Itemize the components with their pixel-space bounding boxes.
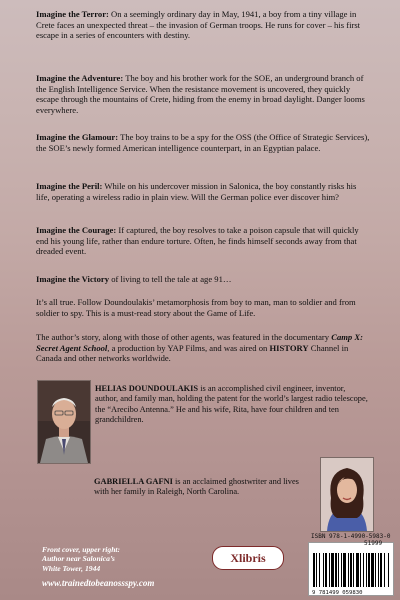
- documentary-paragraph: [36, 332, 371, 364]
- barcode-bar: [343, 553, 346, 587]
- author-bio: [95, 384, 370, 425]
- front-cover-line3: White Tower, 1944: [42, 563, 101, 573]
- documentary-title: Camp X: Secret Agent School: [36, 332, 363, 353]
- courage-paragraph: [36, 225, 371, 257]
- adventure-text: The boy and his brother work for the SOE, an underground branch of the English Intelligence Service. When the resistance movement is uncovered, they quickly escape through the mountains of Crete, hiding from the enemy in broad daylight. Danger looms everywhere.: [36, 73, 365, 115]
- writer-photo: [320, 457, 374, 532]
- author-bio-text: is an accomplished civil engineer, inventor, author, and family man, holding the patent for the world’s largest radio telescope, the “Arecibo Antenna.” He and his wife, Rita, have four children and ten grandchildren.: [95, 384, 368, 424]
- front-cover-line2: Author near Salonica’s: [42, 554, 115, 564]
- peril-heading: Imagine the Peril:: [36, 181, 103, 191]
- terror-paragraph: [36, 9, 371, 41]
- barcode-bar: [329, 553, 330, 587]
- victory-heading: Imagine the Victory: [36, 274, 110, 284]
- barcode-bar: [313, 553, 315, 587]
- barcode-bar: [325, 553, 327, 587]
- barcode-bar: [350, 553, 352, 587]
- price-code: 51999: [364, 540, 383, 547]
- isbn-text: ISBN 978-1-4990-5983-0: [311, 533, 391, 540]
- adventure-heading: Imagine the Adventure:: [36, 73, 124, 83]
- barcode: [308, 542, 394, 596]
- website-url: www.trainedtobeanossspy.com: [42, 578, 155, 588]
- glamour-heading: Imagine the Glamour:: [36, 132, 119, 142]
- glamour-paragraph: [36, 132, 371, 153]
- documentary-pre: The author’s story, along with those of other agents, was featured in the documentary: [36, 332, 332, 342]
- terror-heading: Imagine the Terror:: [36, 9, 109, 19]
- true-story-paragraph: It’s all true. Follow Doundoulakis’ metamorphosis from boy to man, man to soldier and from soldier to spy. This is a must-read story about the Game of Life.: [36, 297, 356, 318]
- writer-name: GABRIELLA GAFNI: [94, 477, 173, 486]
- barcode-bar: [356, 553, 359, 587]
- victory-paragraph: [36, 274, 371, 285]
- barcode-bars: [309, 543, 393, 595]
- barcode-bar: [360, 553, 361, 587]
- documentary-mid: , a production by YAP Films, and was aired on: [107, 342, 270, 353]
- barcode-bar: [331, 553, 334, 587]
- courage-heading: Imagine the Courage:: [36, 225, 117, 235]
- barcode-bar: [353, 553, 354, 587]
- terror-text: On a seemingly ordinary day in May, 1941, a boy from a tiny village in Crete faces an unexpected threat – the invasion of German troops. He runs for cover – his first escape in a series of encounters with destiny.: [36, 9, 361, 41]
- barcode-bar: [375, 553, 376, 587]
- barcode-bar: [363, 553, 364, 587]
- barcode-bar: [348, 553, 349, 587]
- barcode-bar: [335, 553, 337, 587]
- barcode-bar: [388, 553, 389, 587]
- barcode-bar: [366, 553, 367, 587]
- xlibris-logo: Xlibris: [212, 546, 284, 570]
- barcode-bar: [378, 553, 379, 587]
- author-name: HELIAS DOUNDOULAKIS: [95, 384, 199, 393]
- victory-text: of living to tell the tale at age 91…: [109, 274, 232, 284]
- barcode-bar: [341, 553, 342, 587]
- barcode-bar: [319, 553, 320, 587]
- barcode-bar: [338, 553, 339, 587]
- glamour-text: The boy trains to be a spy for the OSS (the Office of Strategic Services), the SOE’s newly formed American intelligence counterpart, in an Egyptian palace.: [36, 132, 370, 153]
- courage-text: If captured, the boy resolves to take a poison capsule that will quickly end his young life, rather than endure torture. Often, he finds himself seconds away from that dreaded event.: [36, 225, 359, 257]
- barcode-bar: [368, 553, 370, 587]
- peril-text: While on his undercover mission in Salonica, the boy constantly risks his life, operating a wireless radio in plain view. Will the German police ever discover him?: [36, 181, 357, 202]
- barcode-digits: 9 781499 059830: [312, 590, 363, 596]
- front-cover-caption: [42, 545, 120, 573]
- barcode-bar: [384, 553, 385, 587]
- front-cover-line1: Front cover, upper right:: [42, 545, 121, 554]
- adventure-paragraph: [36, 73, 371, 115]
- documentary-channel: HISTORY: [269, 342, 309, 353]
- barcode-bar: [371, 553, 374, 587]
- barcode-bar: [380, 553, 382, 587]
- barcode-bar: [316, 553, 317, 587]
- documentary-post: Channel in Canada and other networks worldwide.: [36, 342, 349, 364]
- author-photo: [37, 380, 91, 464]
- writer-bio-text: is an acclaimed ghostwriter and lives with her family in Raleigh, North Carolina.: [94, 477, 299, 497]
- writer-bio: [94, 477, 312, 498]
- barcode-bar: [323, 553, 324, 587]
- peril-paragraph: [36, 181, 371, 202]
